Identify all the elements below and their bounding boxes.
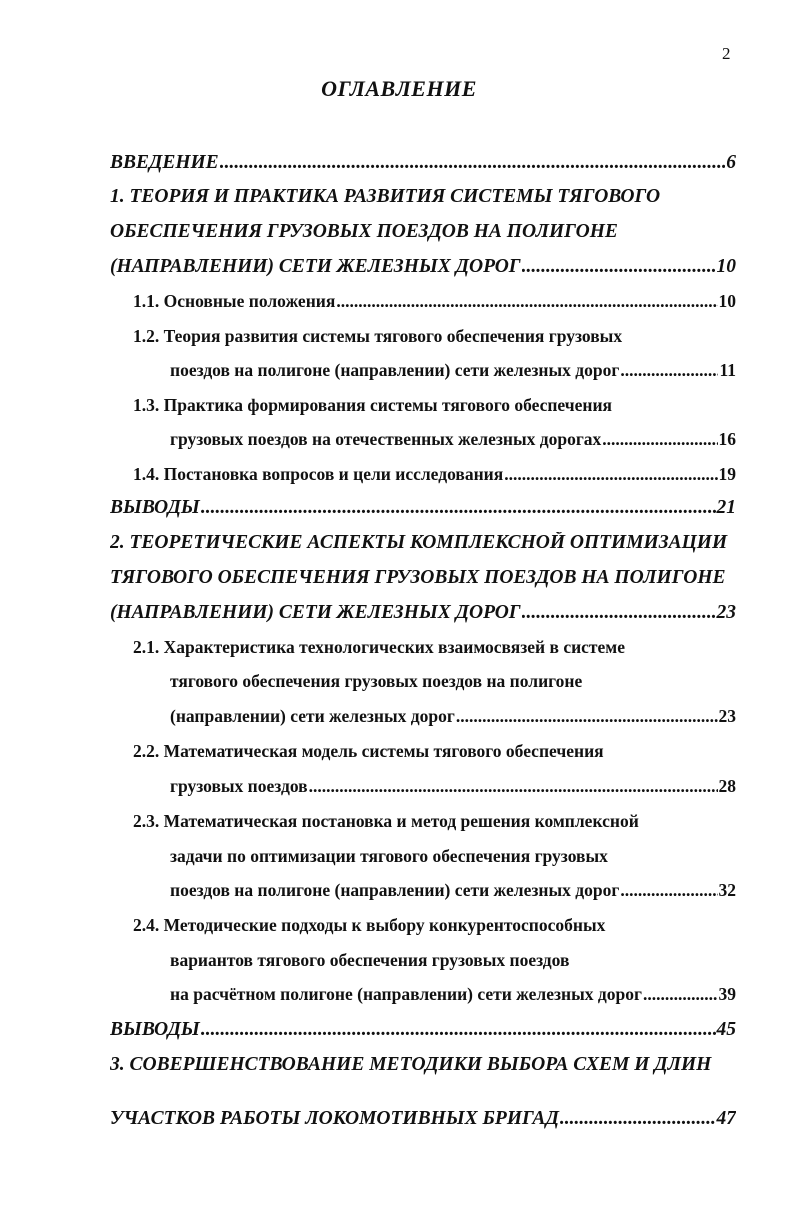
dot-leader xyxy=(522,602,716,624)
dot-leader xyxy=(522,256,716,278)
toc-entry-text: 2.1. Характеристика технологических взаимосвязей в системе xyxy=(133,637,625,657)
toc-entry[interactable] xyxy=(133,291,736,312)
toc-page-number: 10 xyxy=(716,256,736,277)
toc-entry-line xyxy=(170,846,736,867)
toc-entry-text: 2.4. Методические подходы к выбору конкурентоспособных xyxy=(133,915,606,935)
toc-entry-text: поездов на полигоне (направлении) сети железных дорог xyxy=(170,360,620,380)
toc-entry-text: 2.2. Математическая модель системы тягового обеспечения xyxy=(133,741,604,761)
toc-entry-line xyxy=(133,811,736,832)
toc-page-number: 10 xyxy=(718,291,736,311)
toc-entry-line xyxy=(110,221,736,243)
toc-entry-line xyxy=(133,915,736,936)
toc-entry-text: 1. ТЕОРИЯ И ПРАКТИКА РАЗВИТИЯ СИСТЕМЫ ТЯГОВОГО xyxy=(110,186,661,207)
toc-entry-text: УЧАСТКОВ РАБОТЫ ЛОКОМОТИВНЫХ БРИГАД xyxy=(110,1108,559,1129)
toc-entry[interactable] xyxy=(110,1019,736,1041)
toc-entry-line xyxy=(110,186,736,208)
toc-entry[interactable] xyxy=(133,464,736,485)
toc-entry-text: на расчётном полигоне (направлении) сети железных дорог xyxy=(170,984,642,1004)
toc-entry-line xyxy=(170,671,736,692)
dot-leader xyxy=(336,291,717,312)
toc-page-number: 6 xyxy=(726,152,736,173)
toc-entry-line xyxy=(110,1054,736,1076)
toc-entry-text: (НАПРАВЛЕНИИ) СЕТИ ЖЕЛЕЗНЫХ ДОРОГ xyxy=(110,602,521,623)
dot-leader xyxy=(201,1019,716,1041)
toc-page-number: 28 xyxy=(718,776,736,796)
toc-entry-text: ТЯГОВОГО ОБЕСПЕЧЕНИЯ ГРУЗОВЫХ ПОЕЗДОВ НА ПОЛИГОНЕ xyxy=(110,567,726,588)
toc-page-number: 11 xyxy=(719,360,736,380)
toc-entry-line xyxy=(110,532,736,554)
toc-entry[interactable] xyxy=(170,429,736,450)
toc-entry-line xyxy=(133,326,736,347)
toc-entry[interactable] xyxy=(110,602,736,624)
toc-entry-text: ВЫВОДЫ xyxy=(110,1019,200,1040)
toc-entry-text: ВЫВОДЫ xyxy=(110,497,200,518)
toc-entry-text: (направлении) сети железных дорог xyxy=(170,706,455,726)
toc-entry-text: 1.3. Практика формирования системы тягового обеспечения xyxy=(133,395,613,415)
toc-entry[interactable] xyxy=(170,776,736,797)
toc-entry-text: 3. СОВЕРШЕНСТВОВАНИЕ МЕТОДИКИ ВЫБОРА СХЕМ И ДЛИН xyxy=(110,1054,712,1075)
toc-entry-line xyxy=(133,741,736,762)
toc-entry-text: 1.2. Теория развития системы тягового обеспечения грузовых xyxy=(133,326,623,346)
toc-entry-text: грузовых поездов на отечественных железных дорогах xyxy=(170,429,602,449)
toc-page-number: 23 xyxy=(716,602,736,623)
dot-leader xyxy=(620,360,718,381)
toc-entry[interactable] xyxy=(110,497,736,519)
toc-entry-line xyxy=(133,395,736,416)
toc-page-number: 32 xyxy=(718,880,736,900)
toc-entry-text: ВВЕДЕНИЕ xyxy=(110,152,219,173)
toc-page-number: 16 xyxy=(718,429,736,449)
toc-entry-text: 1.4. Постановка вопросов и цели исследования xyxy=(133,464,504,484)
toc-page-number: 21 xyxy=(716,497,736,518)
dot-leader xyxy=(220,152,726,174)
dot-leader xyxy=(560,1108,716,1130)
toc-entry-line xyxy=(110,567,736,589)
toc-entry-line xyxy=(133,637,736,658)
dot-leader xyxy=(309,776,718,797)
toc-entry[interactable] xyxy=(170,984,736,1005)
toc-page-number: 45 xyxy=(716,1019,736,1040)
toc-entry[interactable] xyxy=(170,706,736,727)
dot-leader xyxy=(201,497,716,519)
toc-page-number: 47 xyxy=(716,1108,736,1129)
toc-entry[interactable] xyxy=(110,152,736,174)
toc-entry-text: 2.3. Математическая постановка и метод решения комплексной xyxy=(133,811,639,831)
toc-entry-text: 1.1. Основные положения xyxy=(133,291,336,311)
dot-leader xyxy=(602,429,717,450)
toc-entry-text: (НАПРАВЛЕНИИ) СЕТИ ЖЕЛЕЗНЫХ ДОРОГ xyxy=(110,256,521,277)
toc-entry-text: ОБЕСПЕЧЕНИЯ ГРУЗОВЫХ ПОЕЗДОВ НА ПОЛИГОНЕ xyxy=(110,221,618,242)
toc-entry-text: задачи по оптимизации тягового обеспечения грузовых xyxy=(170,846,608,866)
dot-leader xyxy=(456,706,718,727)
toc-entry-text: вариантов тягового обеспечения грузовых поездов xyxy=(170,950,570,970)
toc-page-number: 19 xyxy=(718,464,736,484)
page-number: 2 xyxy=(722,44,731,63)
toc-page-number: 23 xyxy=(718,706,736,726)
toc-page-number: 39 xyxy=(718,984,736,1004)
toc-entry[interactable] xyxy=(170,880,736,901)
toc-entry-text: тягового обеспечения грузовых поездов на полигоне xyxy=(170,671,583,691)
toc-entry-text: поездов на полигоне (направлении) сети железных дорог xyxy=(170,880,620,900)
toc-entry-line xyxy=(170,950,736,971)
dot-leader xyxy=(643,984,718,1005)
toc-entry[interactable] xyxy=(170,360,736,381)
dot-leader xyxy=(620,880,717,901)
toc-entry-text: 2. ТЕОРЕТИЧЕСКИЕ АСПЕКТЫ КОМПЛЕКСНОЙ ОПТИМИЗАЦИИ xyxy=(110,532,728,553)
toc-entry-text: грузовых поездов xyxy=(170,776,308,796)
dot-leader xyxy=(504,464,717,485)
page-title: ОГЛАВЛЕНИЕ xyxy=(321,76,477,101)
toc-entry[interactable] xyxy=(110,1108,736,1130)
toc-entry[interactable] xyxy=(110,256,736,278)
